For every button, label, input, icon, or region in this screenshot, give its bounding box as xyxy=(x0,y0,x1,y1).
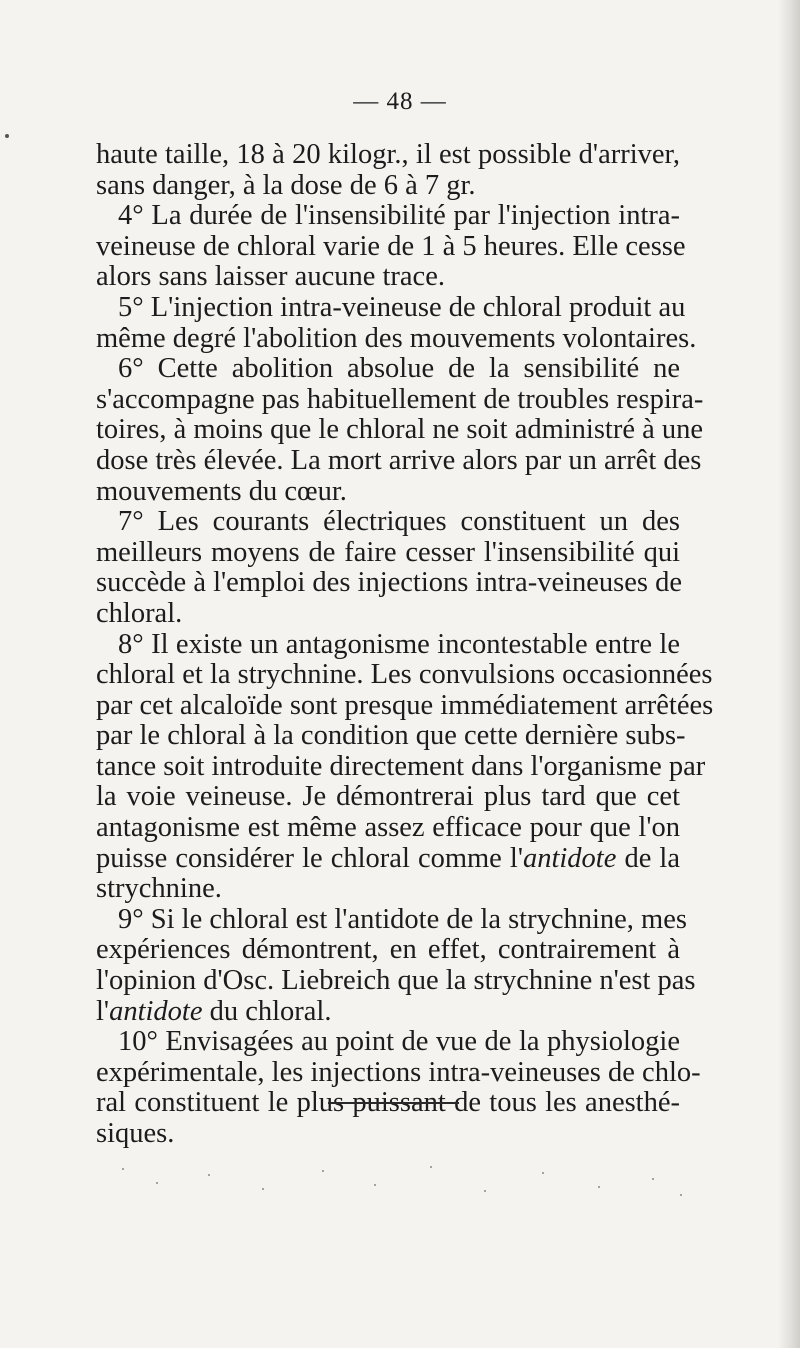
text-line: veineuse de chloral varie de 1 à 5 heures. Elle cesse xyxy=(96,230,686,262)
text-line: 7° Les courants électriques constituent un des xyxy=(118,506,680,538)
text-line: 4° La durée de l'insensibilité par l'injection intra- xyxy=(118,200,680,232)
text-line: haute taille, 18 à 20 kilogr., il est possible d'arriver, xyxy=(96,139,680,170)
text-line: ral constituent le plus puissant de tous les anesthé- xyxy=(96,1087,680,1119)
text-line: strychnine. xyxy=(96,873,222,905)
text-line xyxy=(96,997,680,1028)
text-line-part: de la xyxy=(616,842,680,874)
text-line: chloral et la strychnine. Les convulsions occasionnées xyxy=(96,659,713,691)
text-line xyxy=(96,844,680,875)
paper-speck xyxy=(156,1182,158,1184)
end-rule xyxy=(328,1102,459,1104)
paper-speck xyxy=(680,1194,682,1196)
paper-speck xyxy=(262,1188,264,1190)
paper-speck xyxy=(208,1174,210,1176)
text-line: par cet alcaloïde sont presque immédiatement arrêtées xyxy=(96,689,714,721)
text-line: par le chloral à la condition que cette dernière subs- xyxy=(96,720,686,752)
text-line: la voie veineuse. Je démontrerai plus tard que cet xyxy=(96,781,680,813)
page-edge-shadow xyxy=(778,0,800,1348)
paper-speck xyxy=(374,1184,376,1186)
paper-specks xyxy=(112,1160,692,1200)
text-line: 10° Envisagées au point de vue de la physiologie xyxy=(118,1026,680,1058)
paper-speck xyxy=(652,1178,654,1180)
text-line: meilleurs moyens de faire cesser l'insensibilité qui xyxy=(96,536,680,568)
text-line: expérimentale, les injections intra-veineuses de chlo- xyxy=(96,1056,701,1088)
text-line: même degré l'abolition des mouvements volontaires. xyxy=(96,322,697,354)
italic-term: antidote xyxy=(522,842,617,874)
text-line-part: l' xyxy=(96,995,110,1027)
text-line-part: puisse considérer le chloral comme l' xyxy=(96,842,523,874)
paper-speck xyxy=(122,1168,124,1170)
text-line: 9° Si le chloral est l'antidote de la strychnine, mes xyxy=(118,903,687,935)
body-text xyxy=(96,139,714,1150)
text-line: tance soit introduite directement dans l'organisme par xyxy=(96,750,706,782)
paper-speck xyxy=(484,1190,486,1192)
text-line: alors sans laisser aucune trace. xyxy=(96,261,445,293)
text-line: sans danger, à la dose de 6 à 7 gr. xyxy=(96,169,476,201)
paper-speck xyxy=(542,1172,544,1174)
text-line: mouvements du cœur. xyxy=(96,475,347,507)
text-line: chloral. xyxy=(96,597,183,629)
text-line: expériences démontrent, en effet, contrairement à xyxy=(96,934,680,966)
text-line: 8° Il existe un antagonisme incontestable entre le xyxy=(118,628,680,660)
text-line-part: du chloral. xyxy=(202,995,332,1027)
italic-term: antidote xyxy=(109,995,203,1027)
margin-speck xyxy=(5,134,9,138)
paper-speck xyxy=(322,1170,324,1172)
paper-speck xyxy=(598,1186,600,1188)
paper-speck xyxy=(430,1166,432,1168)
text-line: antagonisme est même assez efficace pour que l'on xyxy=(96,812,680,844)
text-line: 5° L'injection intra-veineuse de chloral produit au xyxy=(118,291,686,323)
text-line: dose très élevée. La mort arrive alors par un arrêt des xyxy=(96,444,702,476)
text-line: siques. xyxy=(96,1118,175,1149)
text-line: toires, à moins que le chloral ne soit administré à une xyxy=(96,414,704,446)
text-line: s'accompagne pas habituellement de troubles respira- xyxy=(96,383,704,415)
text-line: succède à l'emploi des injections intra-veineuses de xyxy=(96,567,683,599)
page-number: — 48 — xyxy=(353,88,447,115)
text-line: l'opinion d'Osc. Liebreich que la strychnine n'est pas xyxy=(96,965,696,997)
text-line: 6° Cette abolition absolue de la sensibilité ne xyxy=(118,353,680,385)
